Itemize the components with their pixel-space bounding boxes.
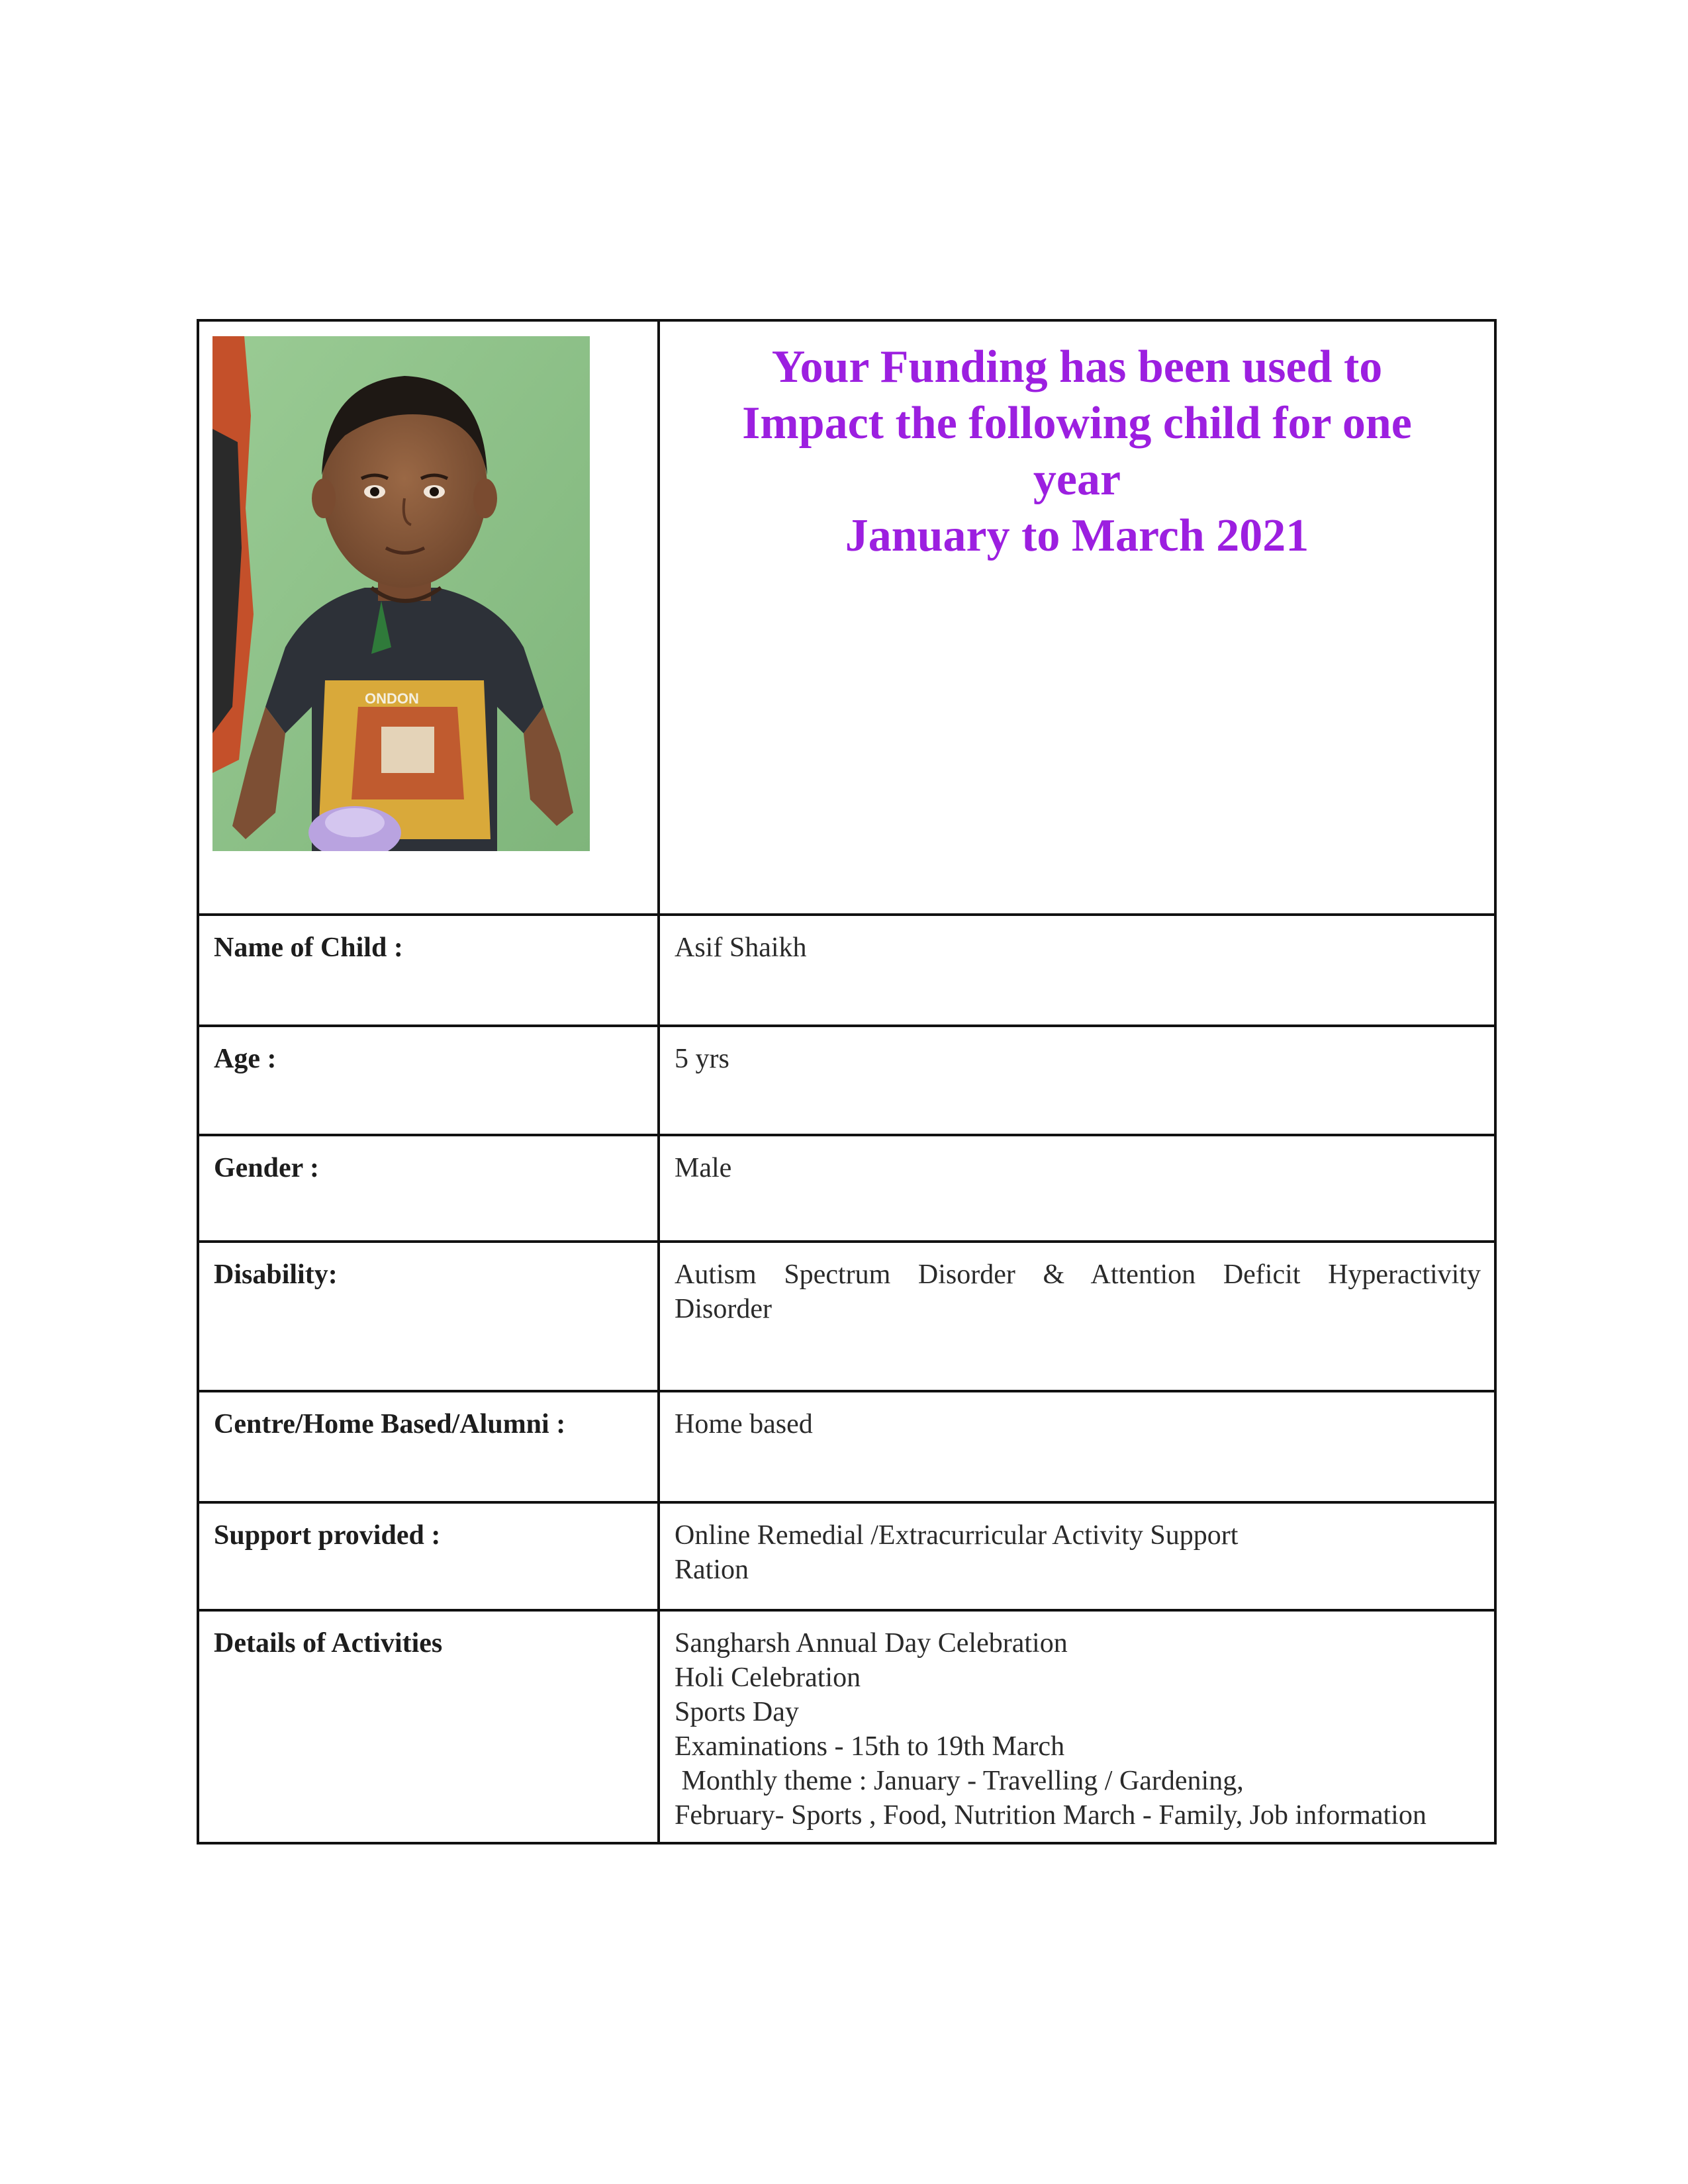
disability-value-line-2: Disorder bbox=[675, 1294, 772, 1324]
heading-line-4: January to March 2021 bbox=[845, 510, 1309, 561]
centre-value: Home based bbox=[675, 1409, 813, 1439]
details-line-5: Monthly theme : January - Travelling / Gardening, bbox=[675, 1766, 1244, 1796]
gender-value: Male bbox=[675, 1153, 732, 1183]
table-row bbox=[198, 1391, 1495, 1502]
details-line-2: Holi Celebration bbox=[675, 1662, 861, 1693]
support-value-cell bbox=[659, 1502, 1495, 1610]
support-label: Support provided : bbox=[214, 1520, 441, 1551]
support-line-2: Ration bbox=[675, 1555, 749, 1585]
disability-value-cell bbox=[659, 1242, 1495, 1391]
table-row bbox=[198, 1610, 1495, 1843]
table-row bbox=[198, 1135, 1495, 1242]
name-value: Asif Shaikh bbox=[675, 933, 807, 963]
age-label: Age : bbox=[214, 1044, 277, 1074]
support-value bbox=[660, 1504, 1494, 1587]
support-line-1: Online Remedial /Extracurricular Activity Support bbox=[675, 1520, 1239, 1551]
details-label-cell bbox=[198, 1610, 659, 1843]
disability-label-cell bbox=[198, 1242, 659, 1391]
name-value-cell bbox=[659, 915, 1495, 1026]
details-line-4: Examinations - 15th to 19th March bbox=[675, 1731, 1065, 1762]
disability-value bbox=[660, 1243, 1494, 1326]
details-line-3: Sports Day bbox=[675, 1697, 799, 1727]
gender-label: Gender : bbox=[214, 1153, 320, 1183]
disability-value-line-1: Autism Spectrum Disorder & Attention Deficit Hyperactivity bbox=[675, 1259, 1481, 1290]
photo-row bbox=[198, 320, 1495, 915]
details-line-1: Sangharsh Annual Day Celebration bbox=[675, 1628, 1068, 1659]
heading-line-3: year bbox=[1033, 454, 1121, 505]
centre-label-cell bbox=[198, 1391, 659, 1502]
details-line-6: February- Sports , Food, Nutrition March - Family, Job information bbox=[675, 1800, 1427, 1831]
table-row bbox=[198, 915, 1495, 1026]
child-impact-table bbox=[197, 319, 1497, 1844]
details-value bbox=[660, 1612, 1494, 1833]
name-label: Name of Child : bbox=[214, 933, 403, 963]
table-row bbox=[198, 1242, 1495, 1391]
photo-cell bbox=[198, 320, 659, 915]
table-row bbox=[198, 1502, 1495, 1610]
funding-heading bbox=[706, 339, 1448, 564]
gender-label-cell bbox=[198, 1135, 659, 1242]
heading-cell bbox=[659, 320, 1495, 915]
age-value: 5 yrs bbox=[675, 1044, 729, 1074]
shirt-print-text: ONDON bbox=[365, 690, 419, 707]
heading-line-1: Your Funding has been used to bbox=[771, 341, 1383, 392]
gender-value-cell bbox=[659, 1135, 1495, 1242]
details-value-cell bbox=[659, 1610, 1495, 1843]
centre-label: Centre/Home Based/Alumni : bbox=[214, 1409, 566, 1439]
heading-line-2: Impact the following child for one bbox=[742, 398, 1412, 449]
disability-label: Disability: bbox=[214, 1259, 338, 1290]
support-label-cell bbox=[198, 1502, 659, 1610]
age-value-cell bbox=[659, 1026, 1495, 1135]
age-label-cell bbox=[198, 1026, 659, 1135]
table-row bbox=[198, 1026, 1495, 1135]
child-photo bbox=[212, 336, 590, 851]
centre-value-cell bbox=[659, 1391, 1495, 1502]
name-label-cell bbox=[198, 915, 659, 1026]
details-label: Details of Activities bbox=[214, 1628, 443, 1659]
